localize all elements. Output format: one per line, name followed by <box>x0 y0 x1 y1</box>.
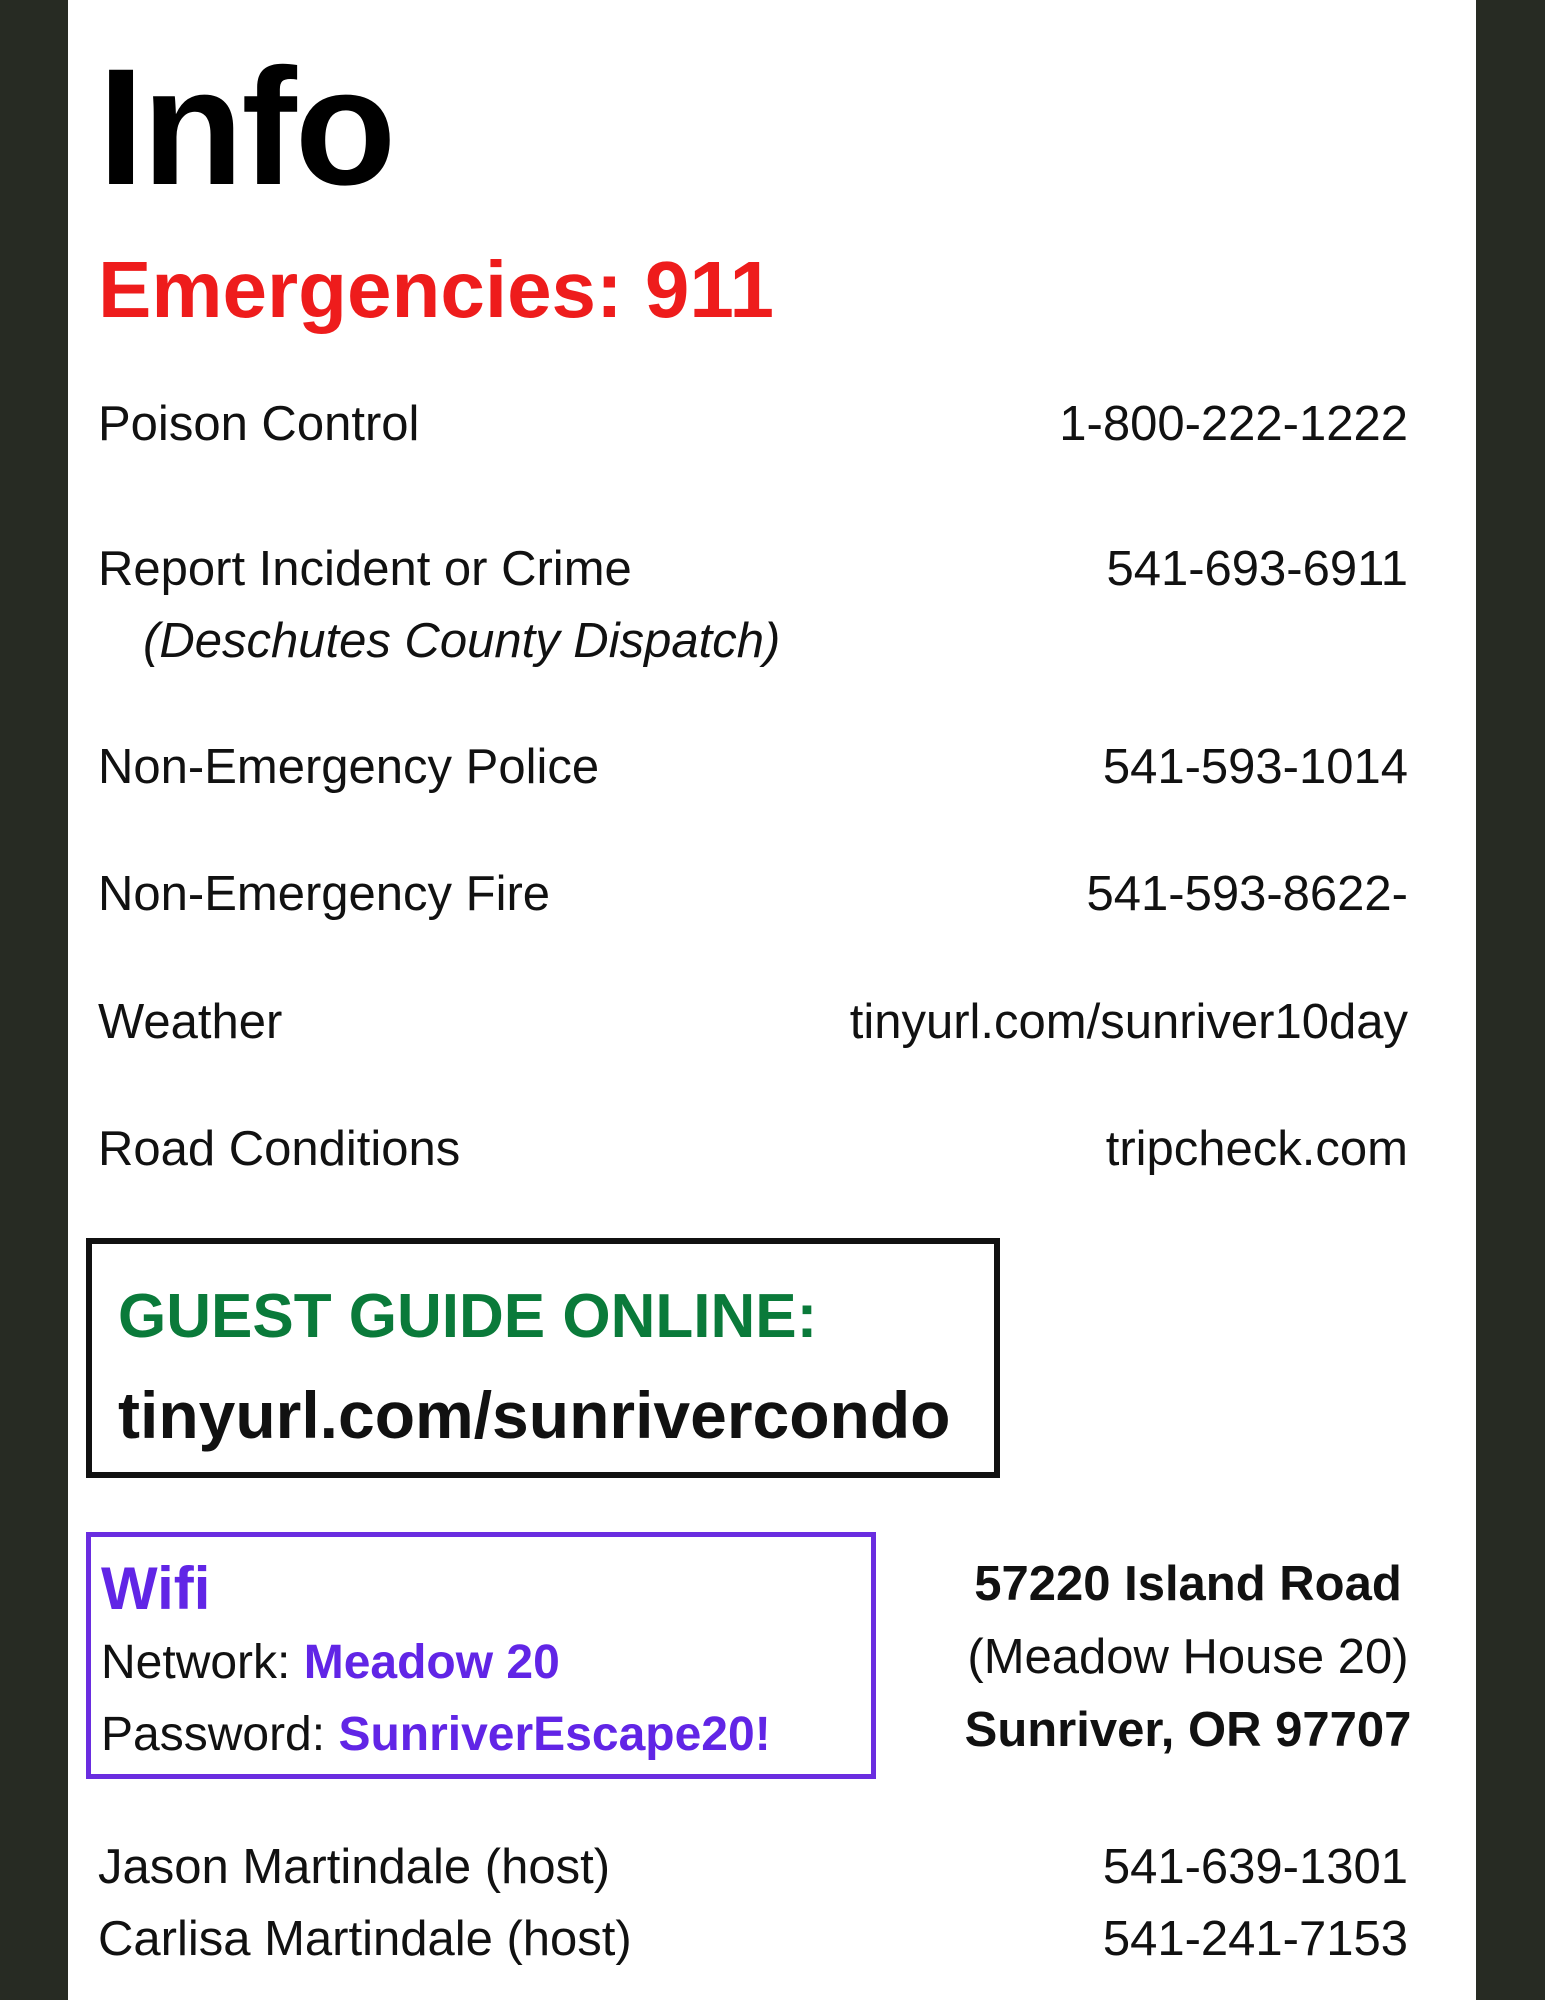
road-conditions-link[interactable]: tripcheck.com <box>1105 1122 1408 1176</box>
address-street: 57220 Island Road <box>974 1557 1402 1611</box>
guest-guide-link[interactable]: tinyurl.com/sunrivercondo <box>118 1378 951 1452</box>
contact-label: Report Incident or Crime <box>98 542 632 596</box>
contact-phone: 1-800-222-1222 <box>1059 397 1408 451</box>
weather-link[interactable]: tinyurl.com/sunriver10day <box>849 995 1408 1049</box>
wifi-box <box>86 1532 876 1779</box>
address-unit: (Meadow House 20) <box>967 1630 1409 1684</box>
property-address <box>898 1557 1478 1757</box>
guest-guide-box <box>86 1238 1000 1478</box>
emergency-number: 911 <box>644 245 774 334</box>
page-title: Info <box>98 35 395 220</box>
contact-phone: 541-593-8622- <box>1086 867 1408 921</box>
contact-phone: 541-693-6911 <box>1106 542 1408 596</box>
contact-label: Non-Emergency Police <box>98 740 600 794</box>
emergency-label: Emergencies: <box>98 245 623 334</box>
wifi-password-label: Password: <box>101 1708 326 1761</box>
contact-label: Poison Control <box>98 397 420 451</box>
host-name: Carlisa Martindale (host) <box>98 1912 632 1966</box>
emergency-line <box>98 245 774 334</box>
contact-label: Road Conditions <box>98 1122 461 1176</box>
host-name: Jason Martindale (host) <box>98 1840 611 1894</box>
wifi-password-value: SunriverEscape20! <box>338 1708 771 1761</box>
info-sheet <box>68 0 1476 2000</box>
contact-phone: 541-593-1014 <box>1102 740 1408 794</box>
guest-guide-heading: GUEST GUIDE ONLINE: <box>118 1282 818 1351</box>
contact-sublabel: (Deschutes County Dispatch) <box>143 614 781 668</box>
wifi-network-line <box>101 1636 560 1689</box>
contact-label: Weather <box>98 995 283 1049</box>
wifi-password-line <box>101 1708 771 1761</box>
wifi-network-label: Network: <box>101 1636 291 1689</box>
host-phone: 541-241-7153 <box>1102 1912 1408 1966</box>
wifi-title: Wifi <box>101 1555 211 1622</box>
wifi-network-value: Meadow 20 <box>303 1636 560 1689</box>
host-phone: 541-639-1301 <box>1102 1840 1408 1894</box>
address-city: Sunriver, OR 97707 <box>964 1703 1412 1757</box>
contact-label: Non-Emergency Fire <box>98 867 551 921</box>
